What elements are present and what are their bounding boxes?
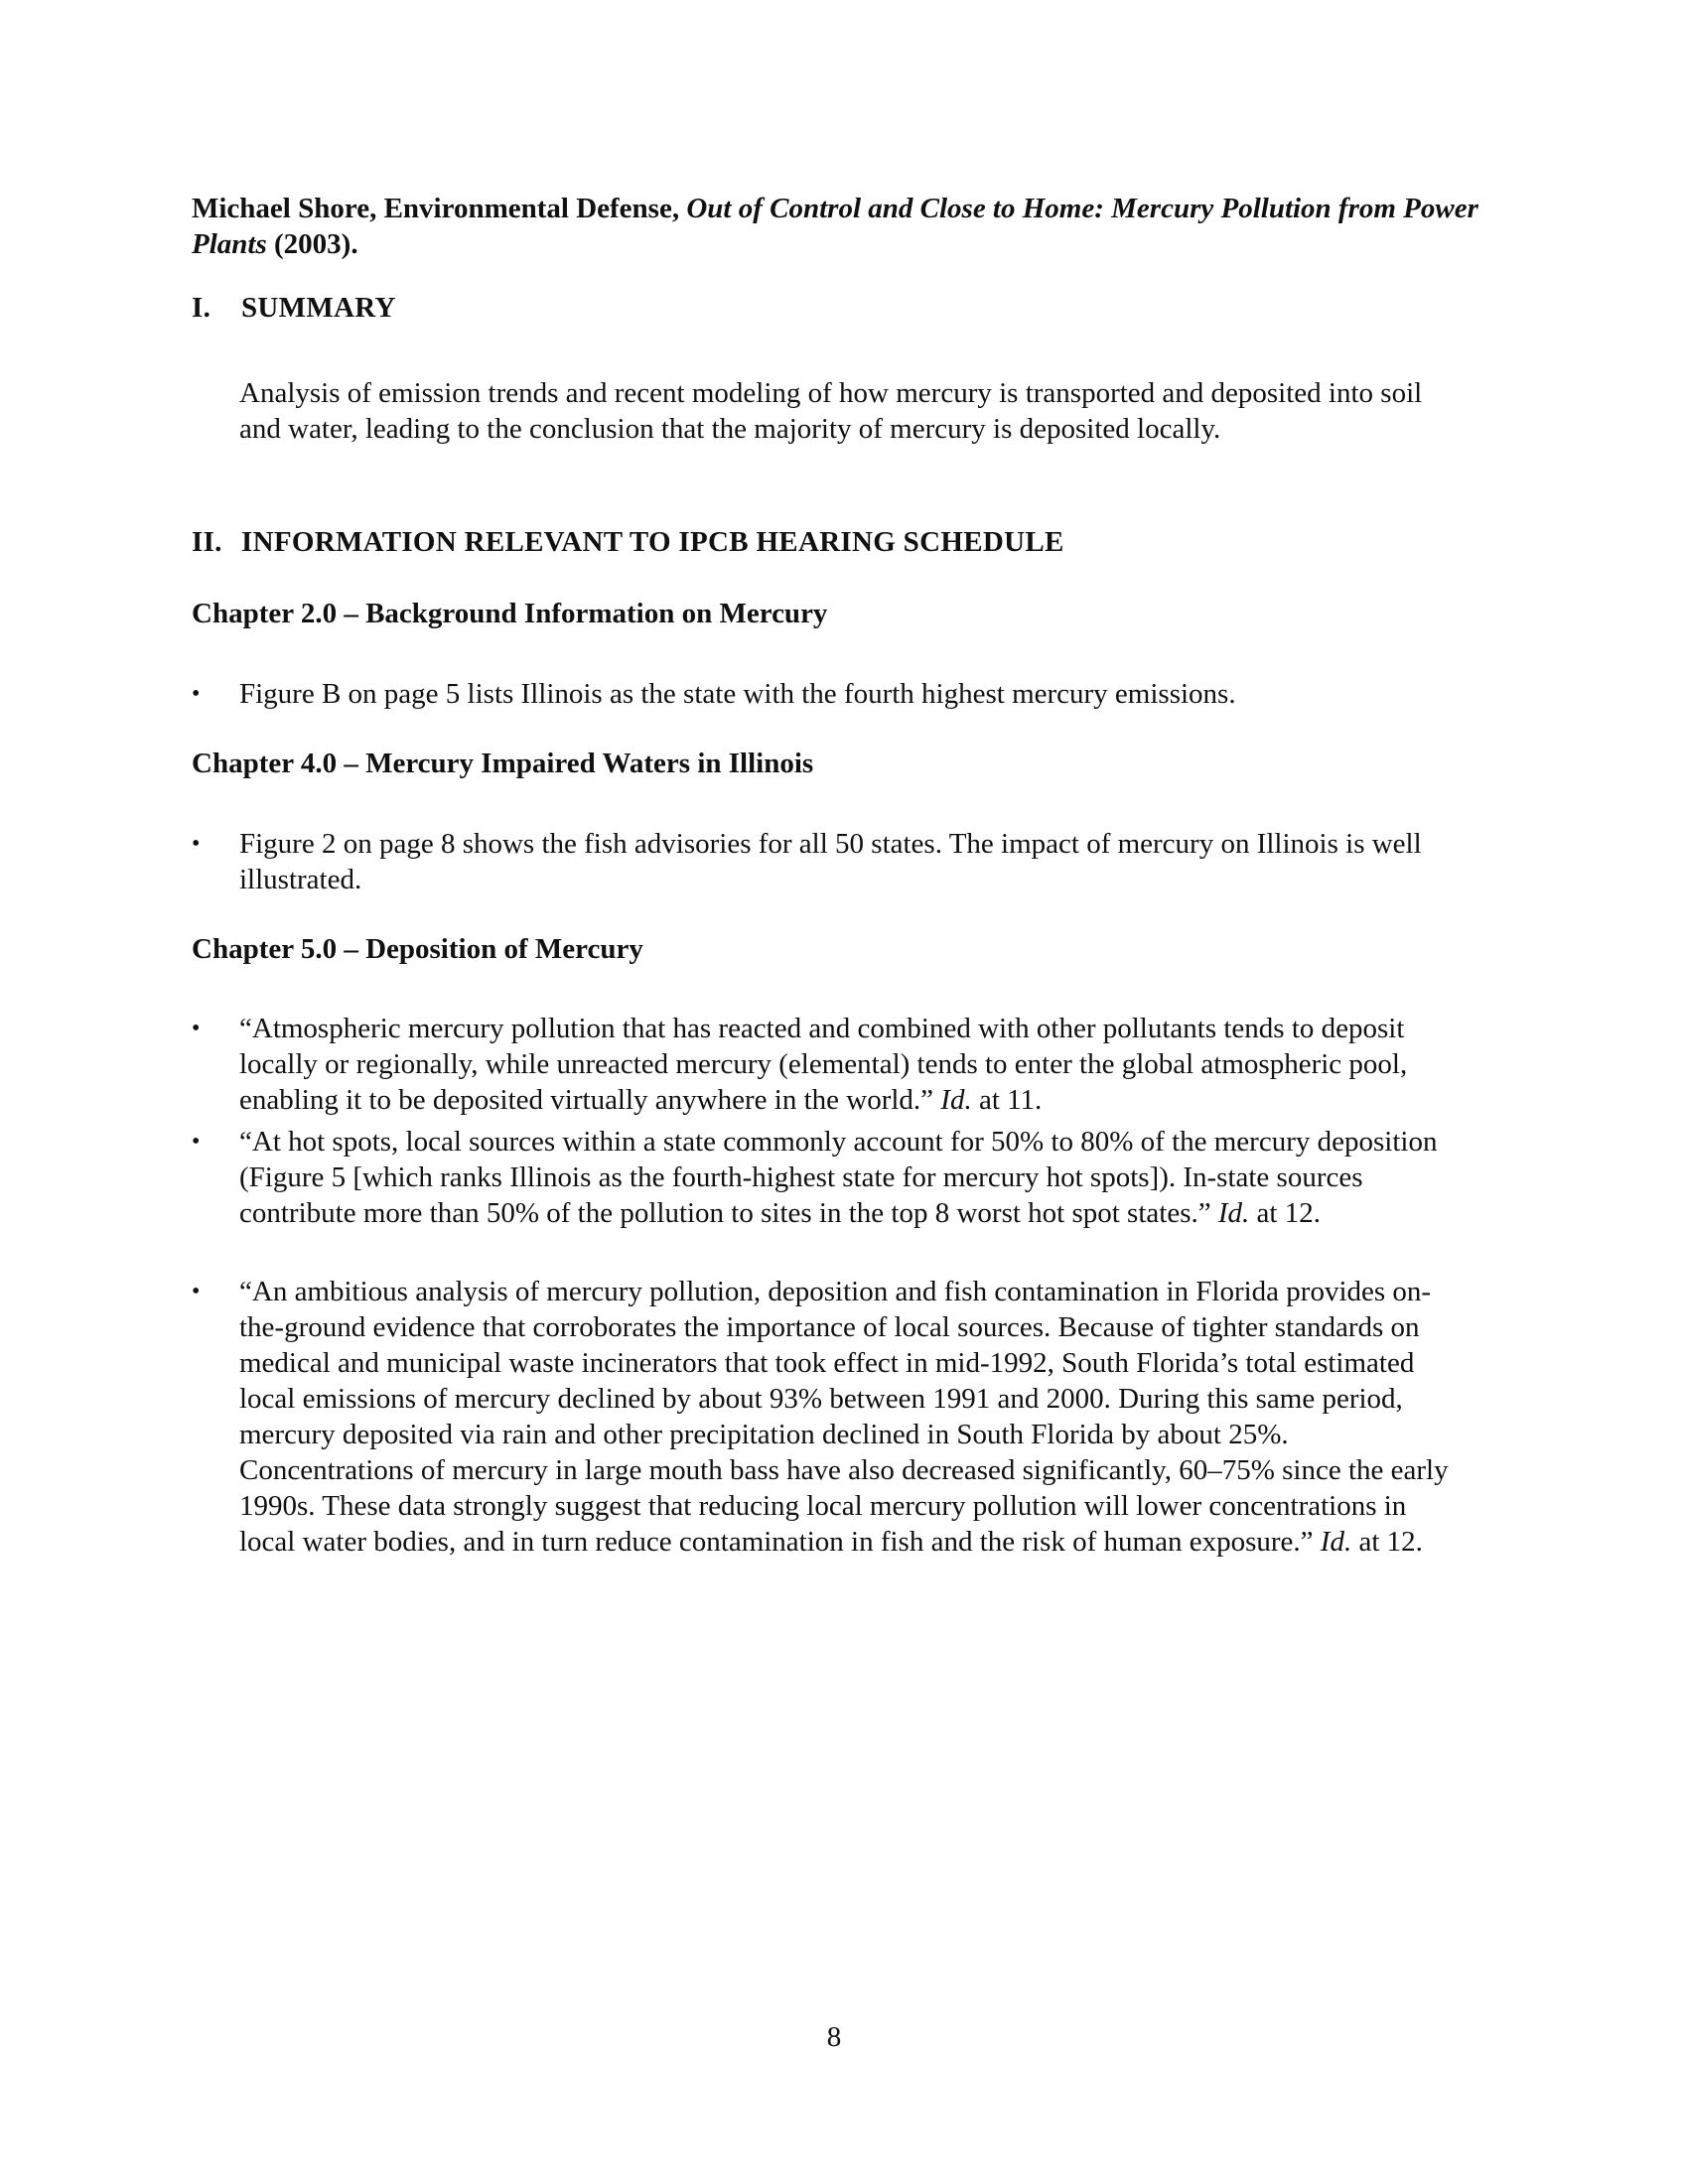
section-information-heading xyxy=(192,524,1064,560)
section-title: SUMMARY xyxy=(241,292,396,324)
citation-page: at 12. xyxy=(1351,1526,1423,1558)
section-summary-heading xyxy=(192,290,396,326)
citation-heading xyxy=(192,191,1482,262)
section-number: II. xyxy=(192,526,222,558)
bullet-icon: • xyxy=(192,1016,201,1041)
bullet-text xyxy=(239,1124,1463,1231)
citation-id: Id. xyxy=(1320,1526,1352,1558)
bullet-text: Figure 2 on page 8 shows the fish advisories for all 50 states. The impact of mercury on Illinois is well illustrated. xyxy=(239,828,1422,895)
chapter-2-heading: Chapter 2.0 – Background Information on Mercury xyxy=(192,598,828,629)
citation-year: (2003). xyxy=(266,228,358,260)
quote-text: “Atmospheric mercury pollution that has reacted and combined with other pollutants tends to deposit locally or regionally, while unreacted mercury (elemental) tends to enter the global atmospheric pool, enabling it to be deposited virtually anywhere in the world.” xyxy=(239,1013,1408,1116)
quote-text: “At hot spots, local sources within a state commonly account for 50% to 80% of the mercury deposition (Figure 5 [which ranks Illinois as the fourth-highest state for mercury hot spots]). In-state sources contribute more than 50% of the pollution to sites in the top 8 worst hot spot states.” xyxy=(239,1126,1438,1229)
chapter-4-heading: Chapter 4.0 – Mercury Impaired Waters in Illinois xyxy=(192,748,814,779)
citation-page: at 12. xyxy=(1249,1197,1321,1229)
bullet-icon: • xyxy=(192,831,201,857)
chapter-5-heading: Chapter 5.0 – Deposition of Mercury xyxy=(192,933,643,965)
citation-id: Id. xyxy=(1217,1197,1250,1229)
citation-id: Id. xyxy=(940,1084,972,1116)
bullet-icon: • xyxy=(192,681,201,707)
citation-title: Out of Control and Close to Home: Mercury Pollution from Power Plants xyxy=(192,193,1478,260)
section-title: INFORMATION RELEVANT TO IPCB HEARING SCHEDULE xyxy=(241,526,1064,558)
summary-paragraph: Analysis of emission trends and recent modeling of how mercury is transported and deposited into soil and water, leading to the conclusion that the majority of mercury is deposited locally. xyxy=(239,377,1423,445)
bullet-text: Figure B on page 5 lists Illinois as the state with the fourth highest mercury emissions. xyxy=(239,678,1236,710)
section-number: I. xyxy=(192,292,211,324)
quote-text: “An ambitious analysis of mercury pollution, deposition and fish contamination in Florida provides on-the-ground evidence that corroborates the importance of local sources. Because of tighter standards on medical and municipal waste incinerators that took effect in mid-1992, South Florida’s total estimated local emissions of mercury declined by about 93% between 1991 and 2000. During this same period, mercury deposited via rain and other precipitation declined in South Florida by about 25%. Concentrations of mercury in large mouth bass have also decreased significantly, 60–75% since the early 1990s. These data strongly suggest that reducing local mercury pollution will lower concentrations in local water bodies, and in turn reduce contamination in fish and the risk of human exposure.” xyxy=(239,1276,1449,1558)
bullet-icon: • xyxy=(192,1129,201,1155)
citation-author: Michael Shore, Environmental Defense, xyxy=(192,193,687,224)
citation-page: at 11. xyxy=(971,1084,1043,1116)
bullet-text xyxy=(239,1274,1463,1560)
bullet-icon: • xyxy=(192,1279,201,1304)
bullet-text xyxy=(239,1011,1463,1118)
page-number: 8 xyxy=(826,2021,842,2053)
